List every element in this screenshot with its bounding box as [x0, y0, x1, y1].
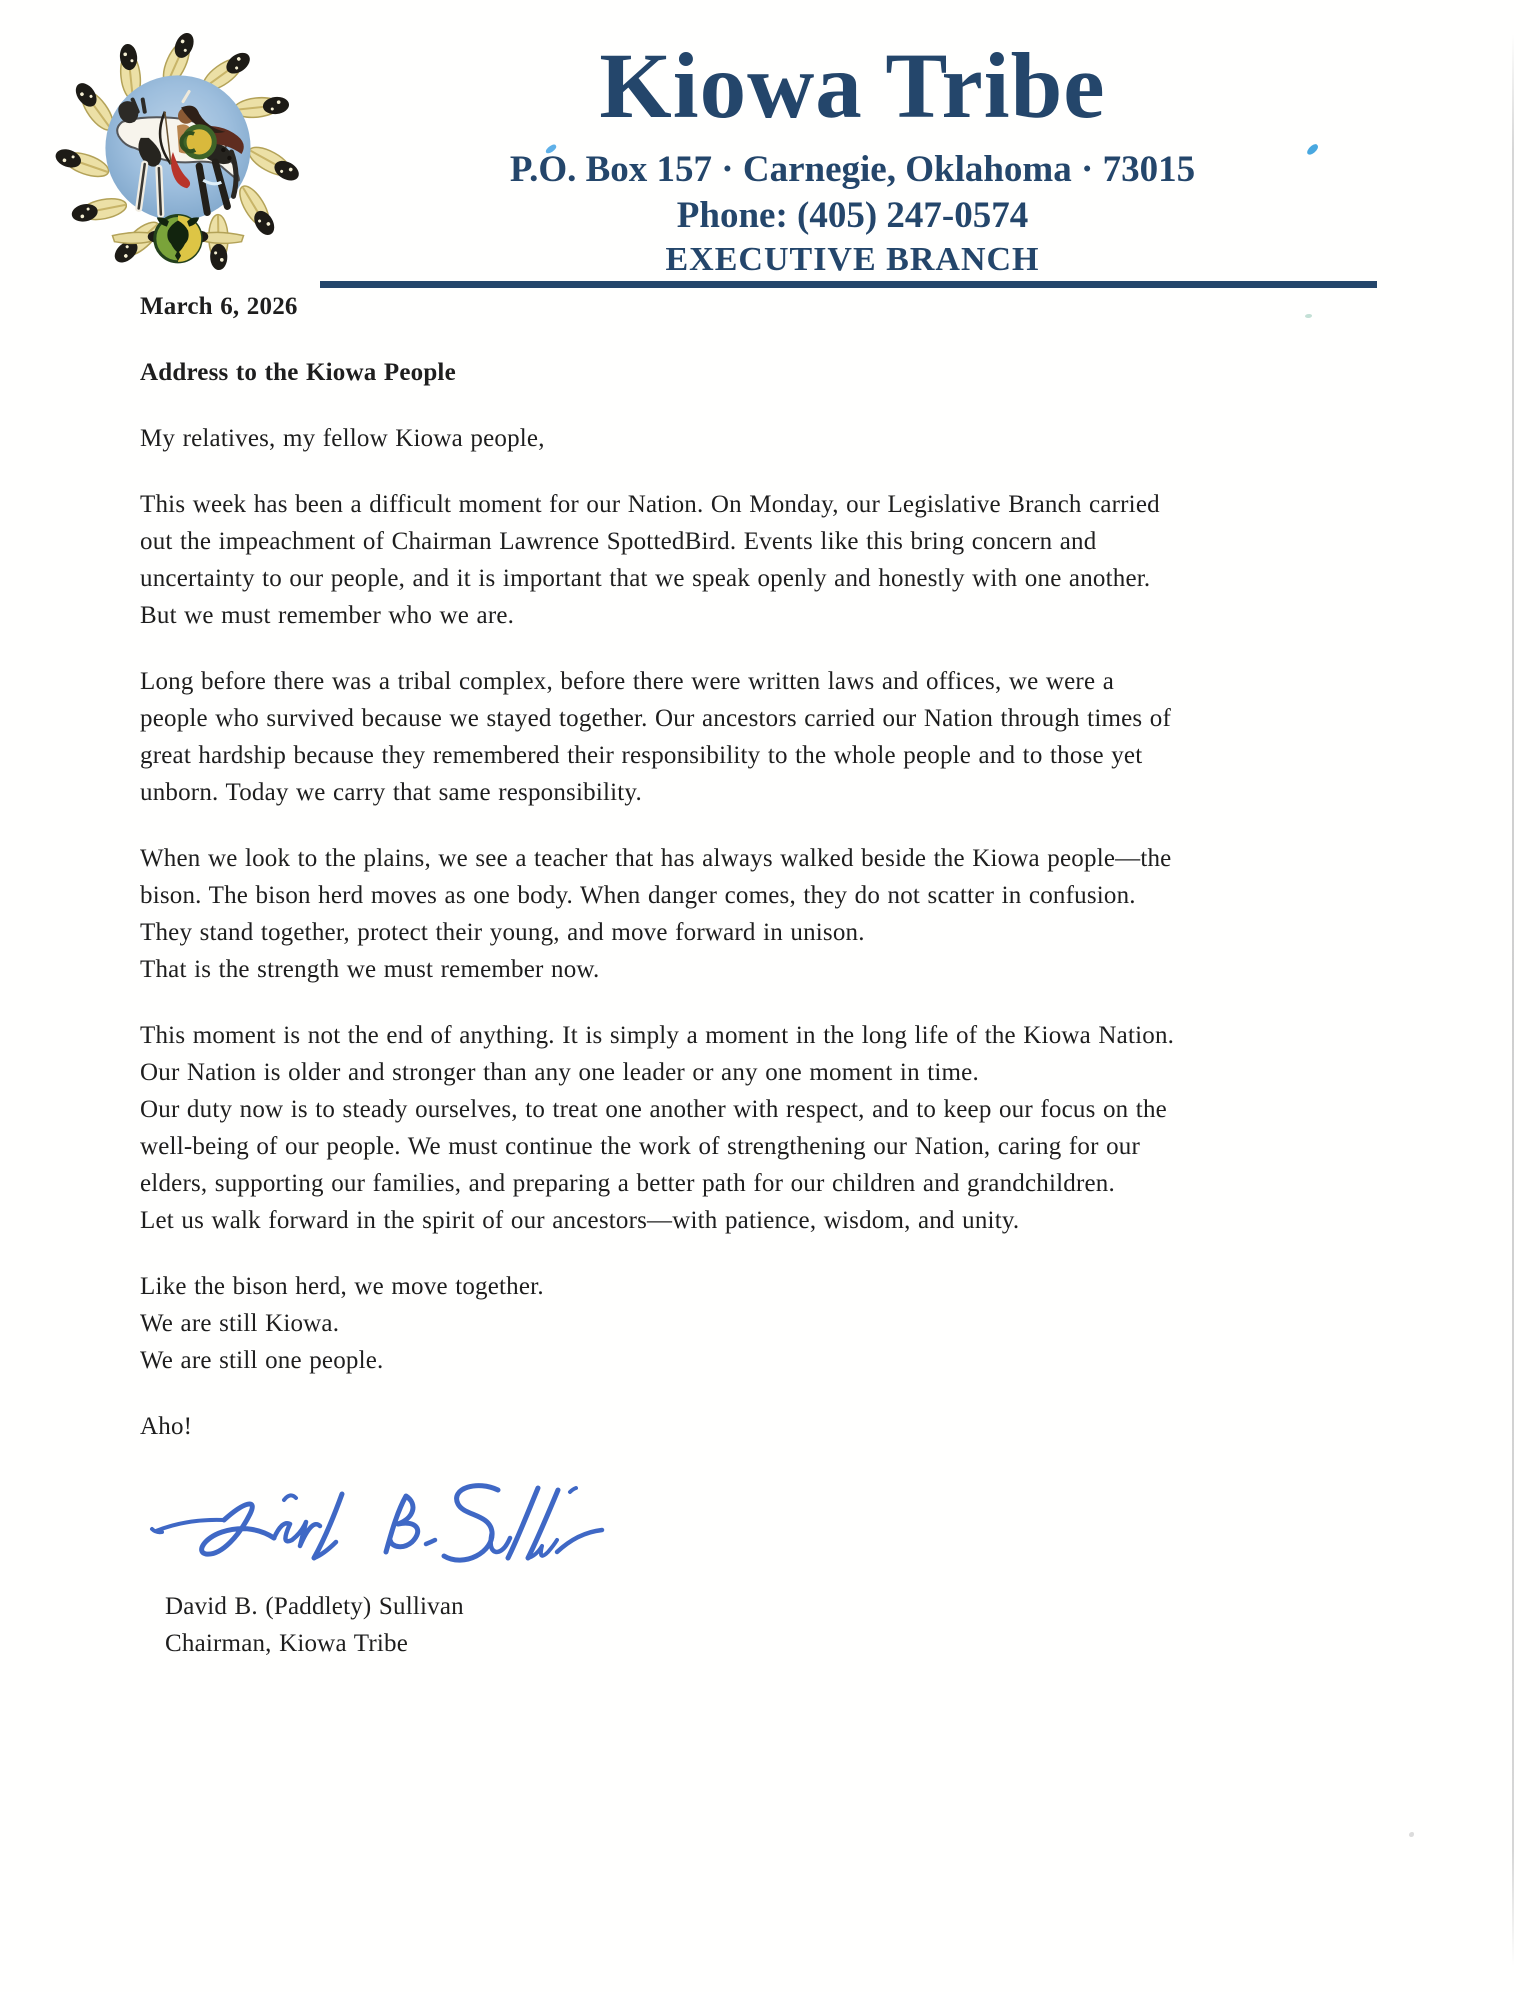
handwritten-signature [146, 1474, 606, 1574]
scan-edge-line [1512, 34, 1514, 1966]
letter-date: March 6, 2026 [140, 293, 298, 320]
ink-speck [1409, 1832, 1414, 1837]
paragraph-3: When we look to the plains, we see a teacher that has always walked beside the Kiowa people—the bison. The bison herd moves as one body. When danger comes, they do not scatter in confusion. They stand together, protect their young, and move forward in unison. That is the strength we must remember now. [140, 845, 1172, 983]
letter-subject: Address to the Kiowa People [140, 359, 456, 386]
org-address: P.O. Box 157 · Carnegie, Oklahoma · 73015 [509, 149, 1196, 190]
letterhead-divider-rule [320, 281, 1377, 288]
letter-body [140, 288, 1390, 1662]
buffalo-medallion [155, 215, 201, 261]
kiowa-tribal-seal-logo [52, 20, 304, 290]
branch-name: EXECUTIVE BRANCH [665, 240, 1040, 278]
closing-lines: Like the bison herd, we move together. We are still Kiowa. We are still one people. [140, 1273, 544, 1374]
letterhead [0, 0, 1539, 300]
org-name: Kiowa Tribe [599, 35, 1106, 138]
signer-title: Chairman, Kiowa Tribe [165, 1630, 408, 1657]
paragraph-4: This moment is not the end of anything. It is simply a moment in the long life of the Kiowa Nation. Our Nation is older and stronger than any one leader or any one moment in time. Our duty now is to steady ourselves, to treat one another with respect, and to keep our focus on the well-being of our people. We must continue the work of strengthening our Nation, caring for our elders, supporting our families, and preparing a better path for our children and grandchildren. Let us walk forward in the spirit of our ancestors—with patience, wisdom, and unity. [140, 1022, 1175, 1234]
signer-name: David B. (Paddlety) Sullivan [165, 1593, 464, 1620]
closing-exclamation: Aho! [140, 1413, 193, 1440]
org-phone: Phone: (405) 247-0574 [676, 195, 1029, 237]
paragraph-2: Long before there was a tribal complex, before there were written laws and offices, we were a people who survived because we stayed together. Our ancestors carried our Nation through times of great hardship because they remembered their responsibility to the whole people and to those yet unborn. Today we carry that same responsibility. [140, 668, 1172, 806]
signature-block [165, 1588, 1390, 1662]
salutation: My relatives, my fellow Kiowa people, [140, 425, 545, 452]
paragraph-1: This week has been a difficult moment for our Nation. On Monday, our Legislative Branch carried out the impeachment of Chairman Lawrence SpottedBird. Events like this bring concern and uncertainty to our people, and it is important that we speak openly and honestly with one another. But we must remember who we are. [140, 491, 1160, 629]
letterhead-text [320, 35, 1385, 280]
